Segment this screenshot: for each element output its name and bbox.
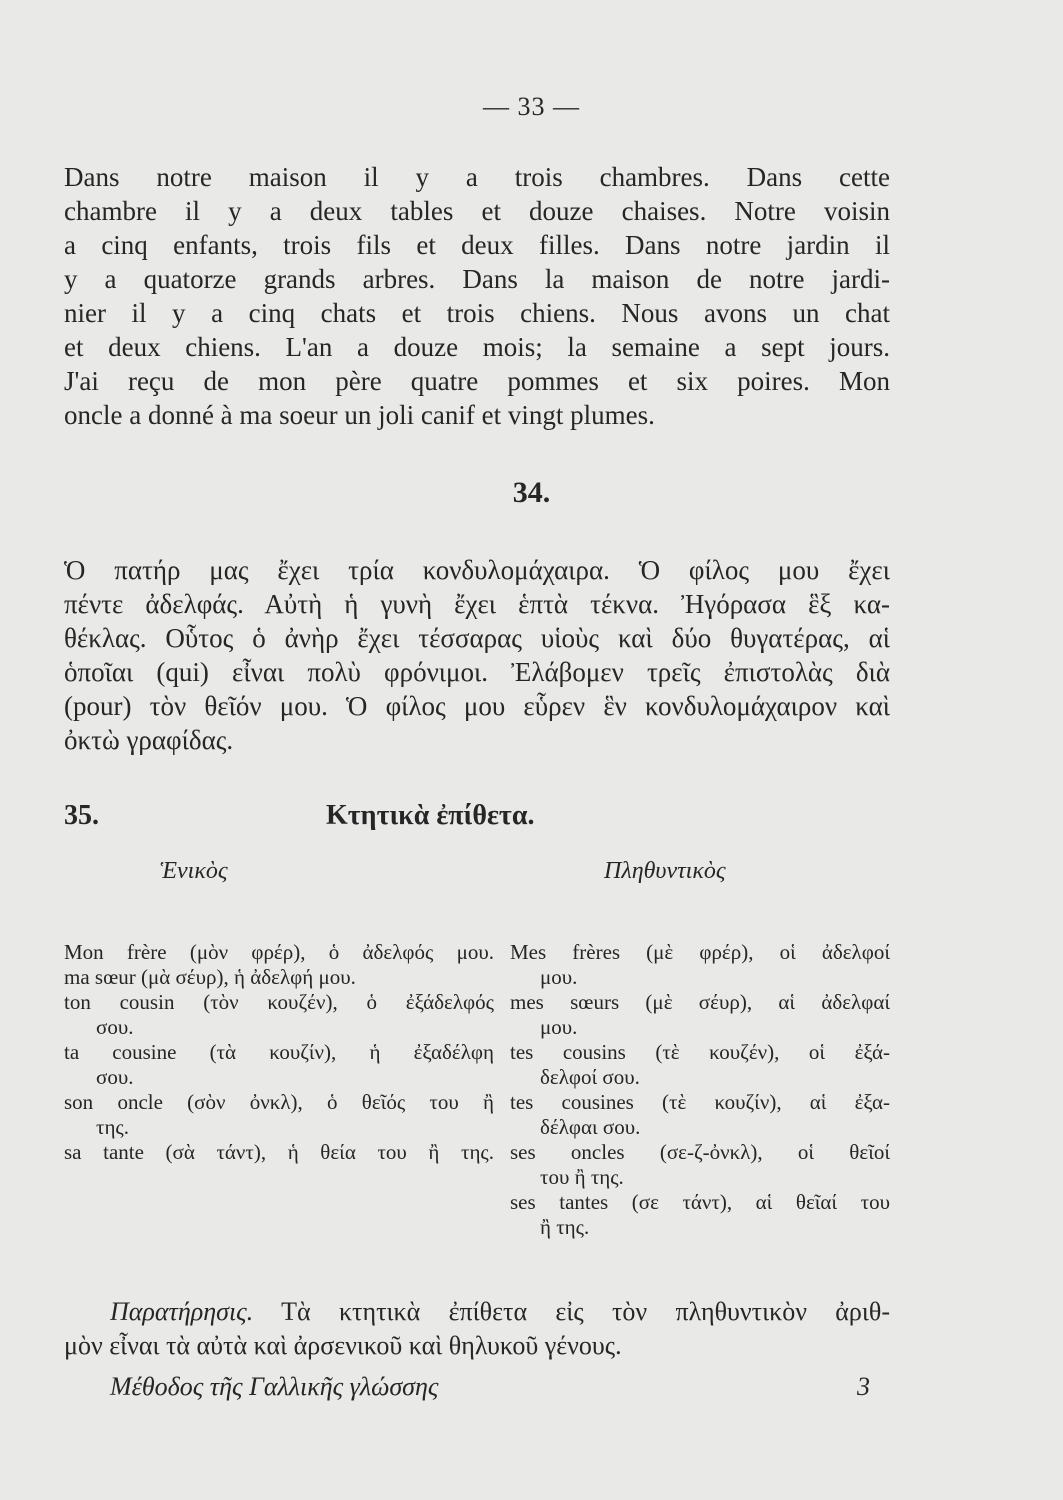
plur-row: μου. [540,1015,578,1039]
plur-row: tes cousins (τὲ κουζέν), οἱ ἐξά- [510,1040,890,1064]
fr-line: y a quatorze grands arbres. Dans la maison de notre jardi- [64,264,890,294]
gr-line: Ὁ πατήρ μας ἔχει τρία κονδυλομάχαιρα. Ὁ φίλος μου ἔχει [64,555,890,585]
sing-row: Mon frère (μὸν φρέρ), ὁ ἀδελφός μου. [64,940,494,964]
gr-line: πέντε ἀδελφάς. Αὐτὴ ἡ γυνὴ ἔχει ἑπτὰ τέκνα. Ἠγόρασα ἓξ κα- [64,589,890,619]
sing-row: ma sœur (μὰ σέυρ), ἡ ἀδελφή μου. [64,965,356,989]
section-35-title: Κτητικὰ ἐπίθετα. [326,800,535,831]
fr-line: oncle a donné à ma soeur un joli canif et vingt plumes. [64,400,655,430]
plur-row: δέλφαι σου. [540,1115,641,1139]
gr-line: θέκλας. Οὗτος ὁ ἀνὴρ ἔχει τέσσαρας υἱοὺς καὶ δύο θυγατέρας, αἱ [64,623,890,653]
section-34-greek-text [64,553,890,757]
singular-heading: Ἑνικὸς [160,858,228,884]
remark-text-1: Τὰ κτητικὰ ἐπίθετα εἰς τὸν πληθυντικὸν ἀριθ- [281,1297,890,1326]
section-34-number: 34. [512,476,551,509]
remark-line-2: μὸν εἶναι τὰ αὐτὰ καὶ ἀρσενικοῦ καὶ θηλυκοῦ γένους. [64,1331,622,1360]
plur-row: ἢ της. [540,1215,590,1239]
gr-line: (pour) τὸν θεῖόν μου. Ὁ φίλος μου εὗρεν ἓν κονδυλομάχαιρον καὶ [64,691,890,721]
plur-row: Mes frères (μὲ φρέρ), οἱ ἀδελφοί [510,940,890,964]
sing-row: σου. [96,1065,134,1089]
remark-line-1 [110,1295,890,1329]
gr-line: ὁποῖαι (qui) εἶναι πολὺ φρόνιμοι. Ἐλάβομεν τρεῖς ἐπιστολὰς διὰ [64,657,890,687]
plur-row: μου. [540,965,578,989]
plur-row: ses tantes (σε τάντ), αἱ θεῖαί του [510,1190,890,1214]
gr-line: ὀκτὼ γραφίδας. [64,725,234,755]
sing-row: sa tante (σὰ τάντ), ἡ θεία του ἢ της. [64,1140,494,1164]
singular-column [64,940,494,1165]
page-footer [110,1372,890,1402]
plur-row: ses oncles (σε-ζ-ὀνκλ), οἱ θεῖοί [510,1140,890,1164]
fr-line: chambre il y a deux tables et douze chaises. Notre voisin [64,196,890,226]
section-35-number: 35. [64,800,99,831]
remark-label: Παρατήρησις. [110,1297,254,1326]
section-33-french-text [64,160,890,432]
sing-row: son oncle (σὸν ὀνκλ), ὁ θεῖός του ἢ [64,1090,494,1114]
plur-row: mes sœurs (μὲ σέυρ), αἱ ἀδελφαί [510,990,890,1014]
plur-row: tes cousines (τὲ κουζίν), αἱ ἐξα- [510,1090,890,1114]
fr-line: Dans notre maison il y a trois chambres. Dans cette [64,162,890,192]
fr-line: nier il y a cinq chats et trois chiens. Nous avons un chat [64,298,890,328]
sing-row: ton cousin (τὸν κουζέν), ὁ ἐξάδελφός [64,990,494,1014]
plural-column [510,940,890,1240]
plural-heading: Πληθυντικὸς [604,858,726,884]
signature-mark: 3 [857,1372,870,1401]
plur-row: του ἢ της. [540,1165,624,1189]
remark-block [64,1295,890,1363]
sing-row: της. [96,1115,129,1139]
fr-line: J'ai reçu de mon père quatre pommes et six poires. Mon [64,366,890,396]
fr-line: a cinq enfants, trois fils et deux filles. Dans notre jardin il [64,230,890,260]
book-title: Μέθοδος τῆς Γαλλικῆς γλώσσης [110,1372,439,1401]
page-number: — 33 — [483,92,580,121]
fr-line: et deux chiens. L'an a douze mois; la semaine a sept jours. [64,332,890,362]
sing-row: ta cousine (τὰ κουζίν), ἡ ἐξαδέλφη [64,1040,494,1064]
plur-row: δελφοί σου. [540,1065,640,1089]
sing-row: σου. [96,1015,134,1039]
